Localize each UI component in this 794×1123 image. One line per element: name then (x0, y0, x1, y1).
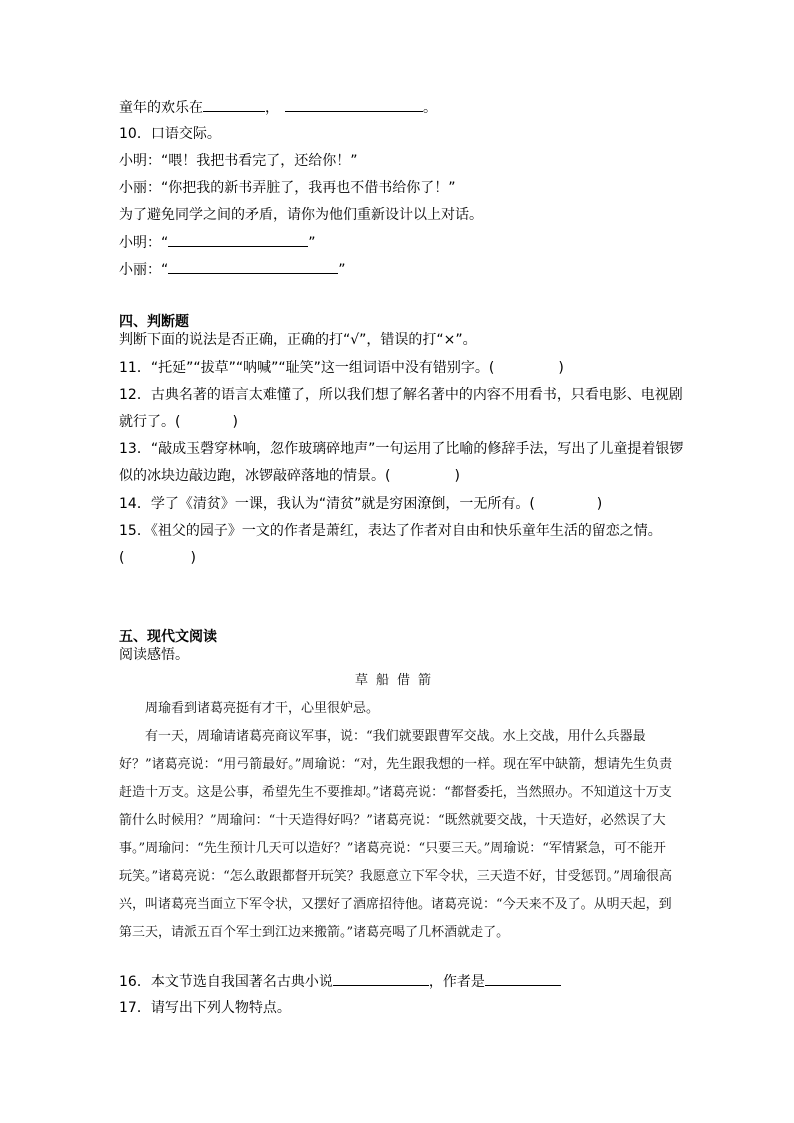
q10-dialogue-xiaoli: 小丽：“你把我的新书弄脏了，我再也不借书给你了！” (119, 180, 456, 196)
q12-text: 就行了。 (119, 414, 175, 430)
q9-blank-2[interactable] (285, 97, 423, 112)
q10-title: 10．口语交际。 (119, 126, 221, 142)
q9-comma: ， (265, 100, 279, 116)
q15-text: 15．《祖父的园子》一文的作者是萧红，表达了作者对自由和快乐童年生活的留恋之情。 (119, 523, 662, 539)
q11-text: 11．“托延”“拔草”“呐喊”“耻笑”这一组词语中没有错别字。 (119, 360, 489, 376)
q16-text: 16．本文节选自我国著名古典小说 (119, 974, 333, 990)
q12-line-1: 12．古典名著的语言太难懂了，所以我们想了解名著中的内容不用看书，只看电影、电视剧 (119, 387, 683, 403)
xiaoming-label: 小明：“ (119, 235, 169, 251)
q16-novel-blank[interactable] (333, 971, 429, 986)
q16-mid-text: ，作者是 (428, 974, 485, 990)
section4-instruction: 判断下面的说法是否正确，正确的打“√”，错误的打“×”。 (119, 332, 477, 348)
q14-answer-paren[interactable]: ( ) (529, 496, 603, 512)
section4-heading: 四、判断题 (119, 314, 189, 330)
q9-text: 童年的欢乐在 (119, 100, 203, 116)
q10-dialogue-xiaoming: 小明：“喂！我把书看完了，还给你！” (119, 153, 358, 169)
close-quote: ” (308, 235, 316, 251)
q13-line-2 (119, 466, 460, 486)
q10-answer-xiaoming (119, 232, 316, 253)
passage-paragraph-2: 有一天，周瑜请诸葛亮商议军事，说：“我们就要跟曹军交战。水上交战，用什么兵器最好？”诸葛亮说：“用弓箭最好。”周瑜说：“对，先生跟我想的一样。现在军中缺箭，想请先生负责赶造十万支。这是公事，希望先生不要推却。”诸葛亮说：“都督委托，当然照办。不知道这十万支箭什么时候用？”周瑜问：“十天造得好吗？”诸葛亮说：“既然就要交战，十天造好，必然误了大事。”周瑜问：“先生预计几天可以造好？”诸葛亮说：“只要三天。”周瑜说：“军情紧急，可不能开玩笑。”诸葛亮说：“怎么敢跟都督开玩笑？我愿意立下军令状，三天造不好，甘受惩罚。”周瑜很高兴，叫诸葛亮当面立下军令状，又摆好了酒席招待他。诸葛亮说：“今天来不及了。从明天起，到第三天，请派五百个军士到江边来搬箭。”诸葛亮喝了几杯酒就走了。 (119, 729, 673, 940)
passage-paragraph-1: 周瑜看到诸葛亮挺有才干，心里很妒忌。 (145, 701, 380, 716)
q14-text: 14．学了《清贫》一课，我认为“清贫”就是穷困潦倒，一无所有。 (119, 496, 530, 512)
xiaoming-answer-blank[interactable] (168, 232, 308, 247)
q9-blank-1[interactable] (203, 97, 265, 112)
q13-text: 似的冰块边敲边跑，冰锣敲碎落地的情景。 (119, 468, 385, 484)
q12-line-2 (119, 412, 238, 432)
q12-answer-paren[interactable]: ( ) (175, 414, 238, 430)
q15-answer-paren[interactable]: ( ) (119, 550, 196, 566)
q11 (119, 358, 564, 378)
passage-title: 草船借箭 (354, 673, 439, 688)
q13-line-1: 13．“敲成玉磬穿林响，忽作玻璃碎地声”一句运用了比喻的修辞手法，写出了儿童提着银锣 (119, 441, 684, 457)
q10-prompt: 为了避免同学之间的矛盾，请你为他们重新设计以上对话。 (119, 207, 483, 223)
q14 (119, 494, 602, 514)
xiaoli-answer-blank[interactable] (168, 259, 338, 274)
q11-answer-paren[interactable]: ( ) (488, 360, 564, 376)
q16 (119, 971, 561, 992)
q9-period: 。 (423, 100, 437, 116)
q10-answer-xiaoli (119, 259, 346, 280)
section5-heading: 五、现代文阅读 (119, 629, 217, 645)
q17: 17．请写出下列人物特点。 (119, 1000, 291, 1016)
q13-answer-paren[interactable]: ( ) (385, 468, 460, 484)
q9-line (119, 97, 437, 118)
q16-author-blank[interactable] (485, 971, 561, 986)
reading-passage (119, 667, 675, 947)
xiaoli-label: 小丽：“ (119, 262, 169, 278)
section5-instruction: 阅读感悟。 (119, 647, 189, 663)
close-quote: ” (338, 262, 346, 278)
